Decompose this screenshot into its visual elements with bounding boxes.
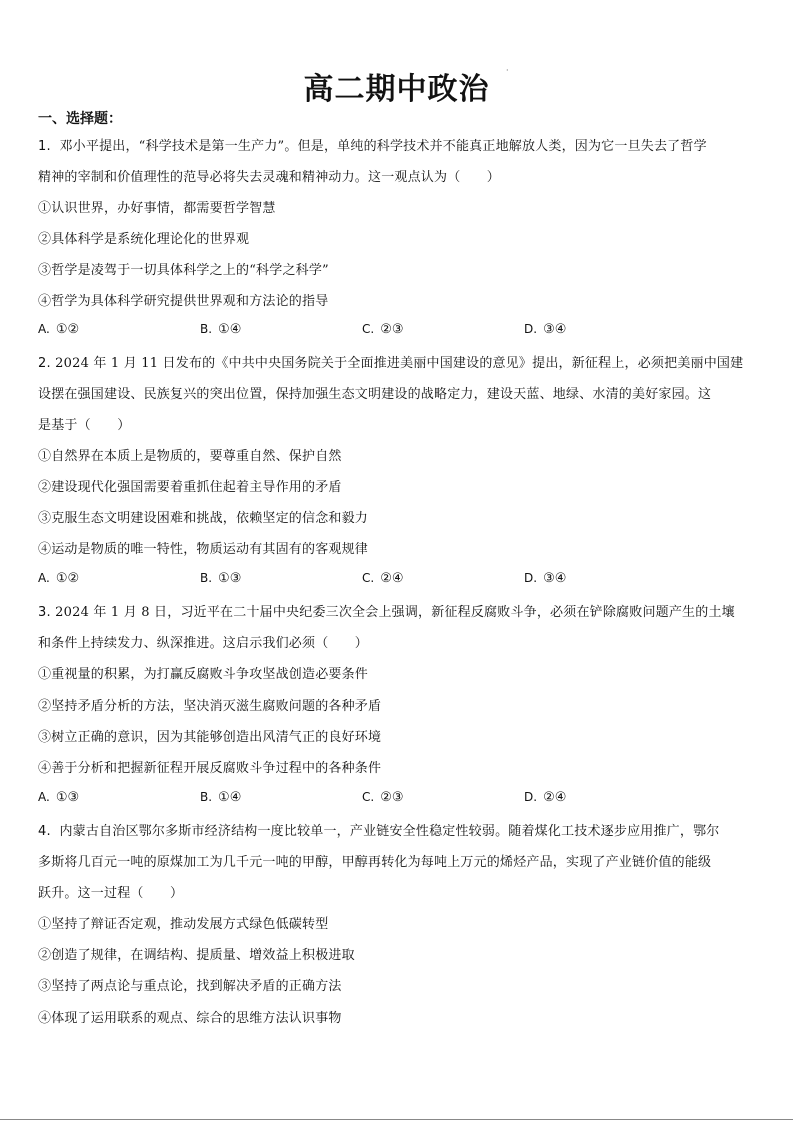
q3-statement-4: ④善于分析和把握新征程开展反腐败斗争过程中的各种条件 xyxy=(38,761,382,776)
q4-stem-line-3: 跃升。这一过程（ ） xyxy=(38,886,184,901)
q1-stem-text-1: 邓小平提出，“科学技术是第一生产力”。但是，单纯的科学技术并不能真正地解放人类，因为它一旦失去了哲学 xyxy=(59,139,707,154)
q2-statement-3: ③克服生态文明建设困难和挑战，依赖坚定的信念和毅力 xyxy=(38,511,369,526)
q1-option-c[interactable]: C. ②③ xyxy=(362,322,404,337)
q3-stem-line-1 xyxy=(38,603,758,623)
q2-option-a[interactable]: A. ①② xyxy=(38,571,80,586)
page-bottom-divider xyxy=(0,1119,793,1120)
q2-option-b[interactable]: B. ①③ xyxy=(200,571,242,586)
q3-stem-line-2: 和条件上持续发力、纵深推进。这启示我们必须（ ） xyxy=(38,636,369,651)
q4-stem-text-1: 内蒙古自治区鄂尔多斯市经济结构一度比较单一，产业链安全性稳定性较弱。随着煤化工技术逐步应用推广，鄂尔 xyxy=(59,824,720,839)
q1-stem-line-1 xyxy=(38,137,758,157)
q2-statement-4: ④运动是物质的唯一特性，物质运动有其固有的客观规律 xyxy=(38,542,369,557)
q3-option-c[interactable]: C. ②③ xyxy=(362,790,404,805)
q1-options xyxy=(38,322,758,342)
q3-option-b[interactable]: B. ①④ xyxy=(200,790,242,805)
q3-options xyxy=(38,790,758,810)
q3-statement-3: ③树立正确的意识，因为其能够创造出风清气正的良好环境 xyxy=(38,730,382,745)
section-heading: 一、选择题： xyxy=(38,111,122,127)
q1-option-d[interactable]: D. ③④ xyxy=(524,322,567,337)
q4-statement-3: ③坚持了两点论与重点论，找到解决矛盾的正确方法 xyxy=(38,979,342,994)
q2-stem-text-1: 2024 年 1 月 11 日发布的《中共中央国务院关于全面推进美丽中国建设的意见》提出，新征程上，必须把美丽中国建 xyxy=(55,356,744,371)
q1-option-b[interactable]: B. ①④ xyxy=(200,322,242,337)
q2-option-c[interactable]: C. ②④ xyxy=(362,571,404,586)
q1-number: 1. xyxy=(38,139,51,154)
q4-stem-line-1 xyxy=(38,822,758,842)
page-title: 高二期中政治 xyxy=(303,72,490,107)
q3-option-d[interactable]: D. ②④ xyxy=(524,790,567,805)
q1-option-a[interactable]: A. ①② xyxy=(38,322,80,337)
q3-statement-2: ②坚持矛盾分析的方法，坚决消灭滋生腐败问题的各种矛盾 xyxy=(38,699,382,714)
q1-stem-line-2: 精神的宰制和价值理性的范导必将失去灵魂和精神动力。这一观点认为（ ） xyxy=(38,170,501,185)
q2-option-d[interactable]: D. ③④ xyxy=(524,571,567,586)
q4-statement-2: ②创造了规律，在调结构、提质量、增效益上积极进取 xyxy=(38,948,355,963)
q1-statement-2: ②具体科学是系统化理论化的世界观 xyxy=(38,232,250,247)
q4-number: 4. xyxy=(38,824,51,839)
q2-stem-line-2: 设摆在强国建设、民族复兴的突出位置，保持加强生态文明建设的战略定力，建设天蓝、地绿、水清的美好家园。这 xyxy=(38,387,712,402)
title-mark: · xyxy=(506,66,509,75)
q1-statement-3: ③哲学是凌驾于一切具体科学之上的“科学之科学” xyxy=(38,263,329,278)
q3-number: 3. xyxy=(38,605,51,620)
q3-statement-1: ①重视量的积累，为打赢反腐败斗争攻坚战创造必要条件 xyxy=(38,667,369,682)
q2-statement-1: ①自然界在本质上是物质的，要尊重自然、保护自然 xyxy=(38,449,342,464)
q2-statement-2: ②建设现代化强国需要着重抓住起着主导作用的矛盾 xyxy=(38,480,342,495)
q4-statement-4: ④体现了运用联系的观点、综合的思维方法认识事物 xyxy=(38,1011,342,1026)
q2-options xyxy=(38,571,758,591)
q2-number: 2. xyxy=(38,356,51,371)
q2-stem-line-3: 是基于（ ） xyxy=(38,418,131,433)
q3-stem-text-1: 2024 年 1 月 8 日，习近平在二十届中央纪委三次全会上强调，新征程反腐败斗争，必须在铲除腐败问题产生的土壤 xyxy=(55,605,735,620)
q4-stem-line-2: 多斯将几百元一吨的原煤加工为几千元一吨的甲醇，甲醇再转化为每吨上万元的烯烃产品，实现了产业链价值的能级 xyxy=(38,855,712,870)
q1-statement-1: ①认识世界，办好事情，都需要哲学智慧 xyxy=(38,201,276,216)
q2-stem-line-1 xyxy=(38,354,758,374)
q4-statement-1: ①坚持了辩证否定观，推动发展方式绿色低碳转型 xyxy=(38,917,329,932)
q3-option-a[interactable]: A. ①③ xyxy=(38,790,80,805)
q1-statement-4: ④哲学为具体科学研究提供世界观和方法论的指导 xyxy=(38,294,329,309)
